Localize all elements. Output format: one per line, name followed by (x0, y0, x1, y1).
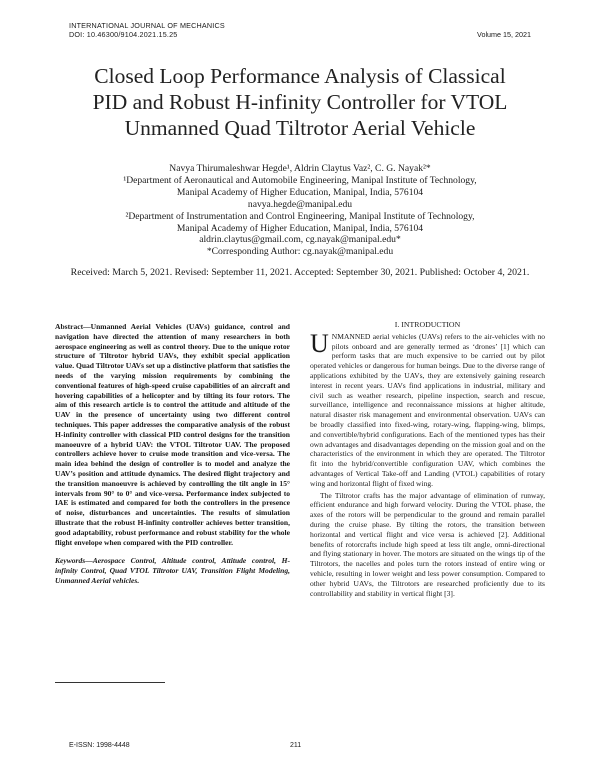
drop-cap: U (310, 328, 329, 358)
title-line: PID and Robust H-infinity Controller for VTOL (92, 90, 508, 114)
doi: DOI: 10.46300/9104.2021.15.25 (69, 30, 178, 39)
corresponding-author: *Corresponding Author: cg.nayak@manipal.edu (206, 246, 394, 258)
affiliation-line: ²Department of Instrumentation and Control Engineering, Manipal Institute of Technology, (125, 210, 475, 222)
footnote-rule (55, 682, 165, 683)
section-heading: I. INTRODUCTION (394, 320, 461, 329)
intro-paragraph-1-text: NMANNED aerial vehicles (UAVs) refers to the air-vehicles with no pilots onboard and are generally termed as ‘drones’ [1] which can perform tasks that are much expensive to be carried out by pilot operated vehicles or dangerous for human beings. Due to the diverse range of applications exhibited by the UAVs, they are extensively gaining research interest in recent years. UAVs find applications in industrial, military and civil such as weather research, pipeline inspection, search and rescue, surveillance, intelligence and reconnaissance missions at higher altitude, natural disaster risk management and environmental observation. UAVs can be broadly classified into fixed-wing, rotary-wing, flapping-wing, blimps, and convertible/hybrid configurations. Each of the mentioned types has their own advantages and disadvantages depending on the mission goal and on the characteristics of the environment in which they are operated. The Tiltrotor fit into the hybrid/convertible configuration UAV, which combines the advantages of Vertical Take-off and Landing (VTOL) capabilities of rotary wing and horizontal flight of fixed wing. (310, 331, 545, 488)
footer-issn: E-ISSN: 1998-4448 (69, 742, 130, 749)
author-email: aldrin.claytus@gmail.com, cg.nayak@manipal.edu* (199, 234, 401, 246)
page-number: 211 (290, 742, 302, 749)
publication-dates: Received: March 5, 2021. Revised: September 11, 2021. Accepted: September 30, 2021. Published: October 4, 2021. (70, 267, 530, 278)
author-block (60, 163, 540, 258)
title-line: Closed Loop Performance Analysis of Classical (94, 64, 506, 88)
journal-header (69, 21, 225, 39)
introduction-column (310, 320, 545, 598)
author-email: navya.hegde@manipal.edu (247, 198, 353, 210)
title-line: Unmanned Quad Tiltrotor Aerial Vehicle (124, 116, 476, 140)
affiliation-line: Manipal Academy of Higher Education, Manipal, India, 576104 (176, 186, 424, 198)
affiliation-line: ¹Department of Aeronautical and Automobile Engineering, Manipal Institute of Technology, (123, 174, 477, 186)
volume-label: Volume 15, 2021 (477, 30, 531, 39)
abstract-column (55, 322, 290, 595)
author-list: Navya Thirumaleshwar Hegde¹, Aldrin Claytus Vaz², C. G. Nayak²* (169, 163, 431, 174)
paper-title (40, 63, 560, 141)
journal-name: INTERNATIONAL JOURNAL OF MECHANICS (69, 21, 225, 30)
abstract: Abstract—Unmanned Aerial Vehicles (UAVs) guidance, control and navigation have directed the attention of many researchers in both aerospace engineering as well as control theory. Due to the unique rotor structure of Tiltrotor hybrid UAVs, they exhibit special application value. Quad Tiltrotor UAVs set up a distinctive platform that satisfies the needs of the varying mission requirements by combining the conventional features of high-speed cruise capabilities of an aircraft and hovering capabilities of a helicopter and by tilting its four rotors. The aim of this research article is to control the attitude and altitude of the UAV in the presence of uncertainty using two different control techniques. This paper addresses the comparative analysis of the robust H-infinity controller with classical PID control designs for the transition manoeuvre of a hybrid UAV: the VTOL Tiltrotor UAV. The proposed controllers achieve hover to cruise mode transition and vice-versa. The main idea behind the design of controller is to model and analyze the UAV’s position and attitude dynamics. The desired flight trajectory and the transition manoeuvre is achieved by controlling the tilt angle in 15° intervals from 90° to 0° and vice-versa. Performance index subjected to IAE is estimated and compared for both the controllers in the presence of noise, disturbances and uncertainties. The results of simulation illustrate that the robust H-infinity controller achieves better transition, good adaptability, robust performance and robust stability for the whole flight envelope when compared with the PID controller. (55, 322, 290, 547)
keywords: Keywords—Aerospace Control, Altitude control, Attitude control, H-infinity Control, Quad VTOL Tiltrotor UAV, Transition Flight Modeling, Unmanned Aerial vehicles. (55, 556, 290, 585)
affiliation-line: Manipal Academy of Higher Education, Manipal, India, 576104 (176, 222, 424, 234)
intro-paragraph-1 (310, 328, 545, 489)
intro-paragraph-2: The Tiltrotor crafts has the major advantage of elimination of runway, efficient endurance and high forward velocity. During the VTOL phase, the axes of the rotors will be perpendicular to the ground and remain parallel during the cruise phase. By tilting the rotors, the transition between horizontal and vertical flight and vice versa is achieved [2]. Additional benefits of rotorcrafts include high speed at less tilt angle, omni-directional and flying stationary in hover. The motors are situated on the wings tip of the Tiltrotors, the nacelles and poles turn the rotors instead of entire wing or vehicle, resulting in lower weight and less power consumption. Compared to other hybrid UAVs, the Tiltrotors are researched proficiently due to its controllability and stability in vertical flight [3]. (310, 490, 545, 598)
